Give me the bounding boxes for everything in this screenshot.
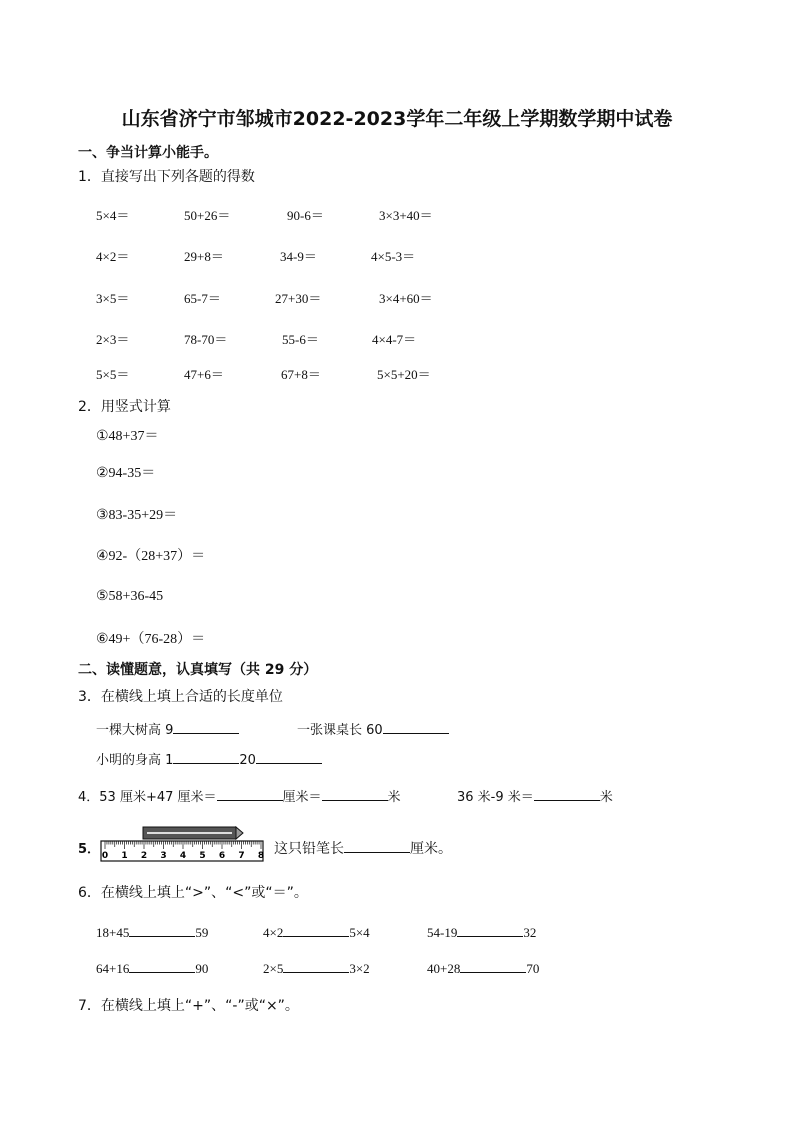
ruler-label: 6	[218, 851, 226, 861]
answer-blank[interactable]	[534, 786, 600, 801]
q6-left: 18+45	[96, 925, 130, 940]
ruler-labels	[102, 851, 264, 861]
q3-text: 一棵大树高 9	[96, 723, 174, 738]
q4-text: 53 厘米+47 厘米＝	[99, 790, 217, 805]
q5-text-a: 这只铅笔长	[274, 841, 344, 857]
q6-item	[427, 922, 536, 941]
q1-item: 3×4+60＝	[379, 291, 433, 306]
q1-item: 3×5＝	[96, 291, 130, 306]
q6-label: 6．在横线上填上“>”、“<”或“＝”。	[78, 885, 308, 901]
q6-right: 59	[195, 925, 209, 940]
q5-text	[274, 838, 452, 858]
answer-blank[interactable]	[129, 958, 195, 973]
q2-item: ④92-（28+37）＝	[96, 549, 206, 564]
q6-left: 4×2	[263, 925, 284, 940]
q1-item: 67+8＝	[281, 367, 321, 382]
page-title: 山东省济宁市邹城市2022-2023学年二年级上学期数学期中试卷	[121, 108, 673, 130]
q2-item: ②94-35＝	[96, 466, 156, 481]
ruler-label: 7	[238, 851, 245, 861]
q2-item: ①48+37＝	[96, 429, 159, 444]
q1-item: 90-6＝	[287, 208, 324, 223]
ruler-label: 2	[140, 851, 148, 861]
q2-item: ⑤58+36-45	[96, 589, 164, 604]
q4-text: 36 米-9 米＝	[457, 790, 534, 805]
q1-item: 5×4＝	[96, 208, 130, 223]
answer-blank[interactable]	[344, 838, 410, 853]
q2-label: 2．用竖式计算	[78, 399, 171, 415]
ruler-label: 8	[257, 851, 264, 861]
q1-label: 1．直接写出下列各题的得数	[78, 169, 255, 185]
q6-item	[263, 958, 370, 977]
q3-text: 小明的身高 1	[96, 753, 174, 768]
q1-item: 5×5＝	[96, 367, 130, 382]
q4-part-2	[457, 786, 613, 805]
ruler-label: 1	[121, 851, 128, 861]
q6-left: 64+16	[96, 961, 130, 976]
q3-label: 3．在横线上填上合适的长度单位	[78, 689, 283, 705]
answer-blank[interactable]	[457, 922, 523, 937]
q4	[78, 786, 401, 805]
q3-text: 一张课桌长 60	[297, 723, 383, 738]
q5-text-b: 厘米。	[410, 841, 452, 857]
q1-item: 34-9＝	[280, 249, 317, 264]
q6-item	[263, 922, 370, 941]
q6-right: 32	[523, 925, 537, 940]
q4-text: 米	[387, 790, 401, 805]
q3-item-a	[96, 719, 239, 738]
q2-item: ⑥49+（76-28）＝	[96, 632, 206, 647]
q1-item: 4×5-3＝	[371, 249, 416, 264]
ruler-pencil-image	[100, 826, 264, 862]
q1-item: 47+6＝	[184, 367, 224, 382]
q1-item: 55-6＝	[282, 332, 319, 347]
q4-number: 4．	[78, 790, 100, 805]
pencil-tip	[236, 827, 243, 839]
section-1-heading: 一、争当计算小能手。	[78, 145, 218, 161]
q3-item-b	[297, 719, 449, 738]
q1-item: 27+30＝	[275, 291, 322, 306]
section-2-heading: 二、读懂题意，认真填写（共 29 分）	[78, 662, 318, 678]
q6-left: 2×5	[263, 961, 284, 976]
q6-item	[96, 922, 208, 941]
q1-item: 65-7＝	[184, 291, 221, 306]
q6-right: 70	[526, 961, 540, 976]
answer-blank[interactable]	[173, 749, 239, 764]
q4-text: 米	[599, 790, 613, 805]
answer-blank[interactable]	[460, 958, 526, 973]
q6-item	[96, 958, 208, 977]
q6-right: 90	[195, 961, 209, 976]
ruler-label: 5	[199, 851, 206, 861]
q1-item: 4×4-7＝	[372, 332, 417, 347]
q1-item: 78-70＝	[184, 332, 228, 347]
answer-blank[interactable]	[283, 922, 349, 937]
ruler-label: 0	[101, 851, 109, 861]
answer-blank[interactable]	[383, 719, 449, 734]
q1-item: 29+8＝	[184, 249, 224, 264]
q1-item: 2×3＝	[96, 332, 130, 347]
q1-item: 4×2＝	[96, 249, 130, 264]
q1-item: 50+26＝	[184, 208, 231, 223]
q1-item: 3×3+40＝	[379, 208, 433, 223]
answer-blank[interactable]	[173, 719, 239, 734]
answer-blank[interactable]	[256, 749, 322, 764]
q5-number: 5．	[78, 842, 101, 857]
q6-left: 40+28	[427, 961, 461, 976]
q1-item: 5×5+20＝	[377, 367, 431, 382]
q4-text: 厘米＝	[282, 790, 322, 805]
ruler-label: 4	[179, 851, 187, 861]
q6-right: 3×2	[349, 961, 370, 976]
q6-right: 5×4	[349, 925, 370, 940]
q2-item: ③83-35+29＝	[96, 508, 178, 523]
q6-left: 54-19	[427, 925, 458, 940]
q6-item	[427, 958, 539, 977]
answer-blank[interactable]	[217, 786, 283, 801]
q3-text: 20	[239, 753, 256, 768]
q7-label: 7．在横线上填上“+”、“-”或“×”。	[78, 998, 299, 1014]
q3-item-c	[96, 749, 322, 768]
answer-blank[interactable]	[322, 786, 388, 801]
answer-blank[interactable]	[283, 958, 349, 973]
answer-blank[interactable]	[129, 922, 195, 937]
ruler-label: 3	[160, 851, 167, 861]
